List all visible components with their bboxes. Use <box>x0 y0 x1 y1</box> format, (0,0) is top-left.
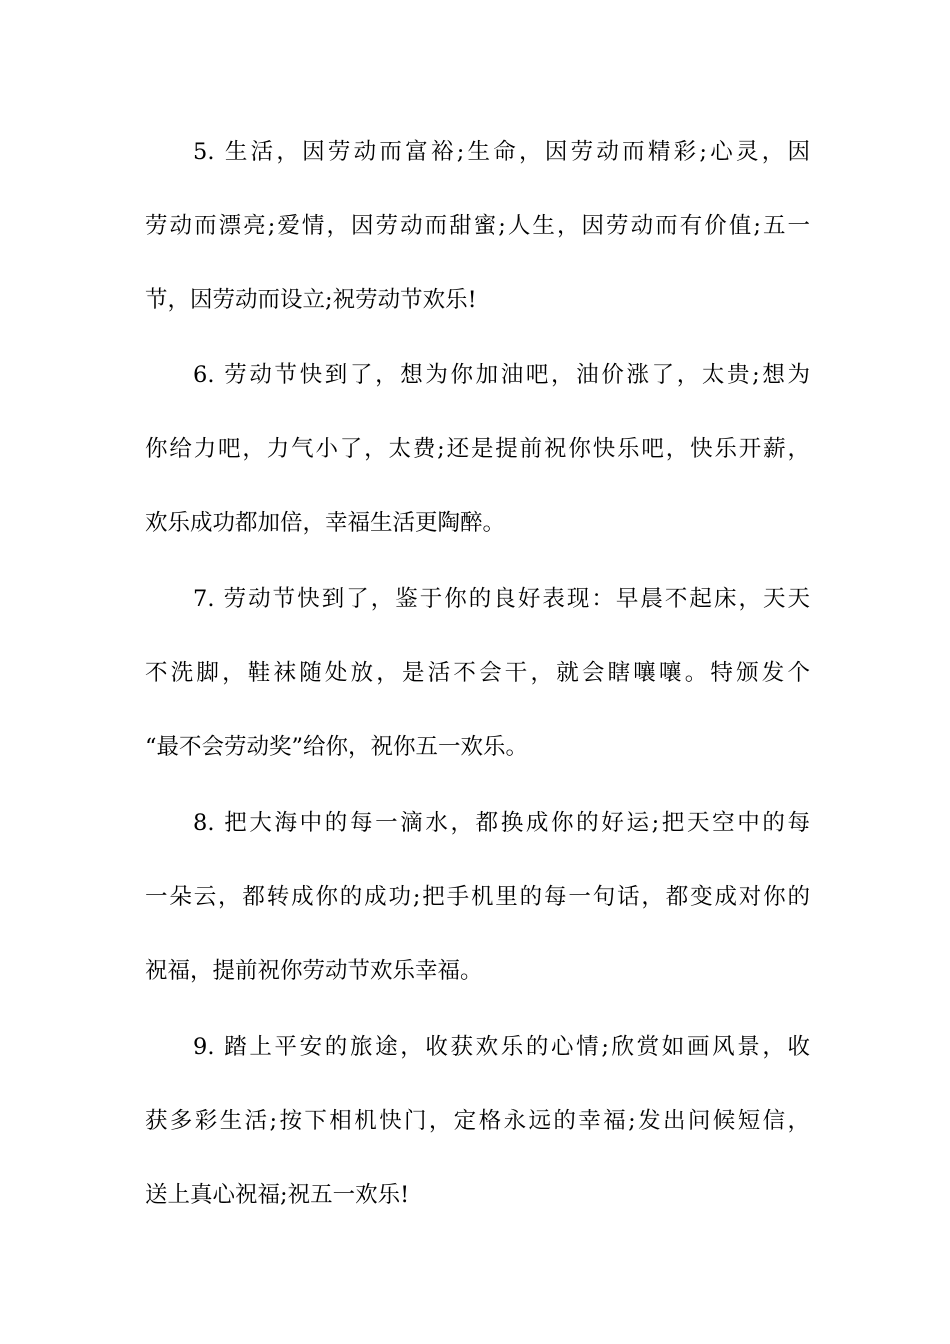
paragraph-6-line-1: 6. 劳动节快到了，想为你加油吧，油价涨了，太贵;想为 <box>193 362 810 388</box>
paragraph-9-line-3: 送上真心祝福;祝五一欢乐! <box>145 1182 410 1208</box>
paragraph-7-line-3: “最不会劳动奖”给你，祝你五一欢乐。 <box>145 734 529 760</box>
paragraph-9-line-1: 9. 踏上平安的旅途，收获欢乐的心情;欣赏如画风景，收 <box>193 1034 810 1060</box>
paragraph-6-line-3: 欢乐成功都加倍，幸福生活更陶醉。 <box>145 510 506 536</box>
paragraph-5-line-3: 节，因劳动而设立;祝劳动节欢乐! <box>145 287 477 313</box>
paragraph-7-line-2: 不洗脚，鞋袜随处放，是活不会干，就会瞎嚷嚷。特颁发个 <box>145 660 810 686</box>
paragraph-7-line-1: 7. 劳动节快到了，鉴于你的良好表现：早晨不起床，天天 <box>193 586 810 612</box>
paragraph-6-line-2: 你给力吧，力气小了，太费;还是提前祝你快乐吧，快乐开薪， <box>145 436 810 462</box>
paragraph-5-line-2: 劳动而漂亮;爱情，因劳动而甜蜜;人生，因劳动而有价值;五一 <box>145 213 810 239</box>
paragraph-8-line-3: 祝福，提前祝你劳动节欢乐幸福。 <box>145 958 483 984</box>
paragraph-8-line-2: 一朵云，都转成你的成功;把手机里的每一句话，都变成对你的 <box>145 884 810 910</box>
paragraph-8-line-1: 8. 把大海中的每一滴水，都换成你的好运;把天空中的每 <box>193 810 810 836</box>
paragraph-5-line-1: 5. 生活，因劳动而富裕;生命，因劳动而精彩;心灵，因 <box>193 139 810 165</box>
paragraph-9-line-2: 获多彩生活;按下相机快门，定格永远的幸福;发出问候短信， <box>145 1108 810 1134</box>
